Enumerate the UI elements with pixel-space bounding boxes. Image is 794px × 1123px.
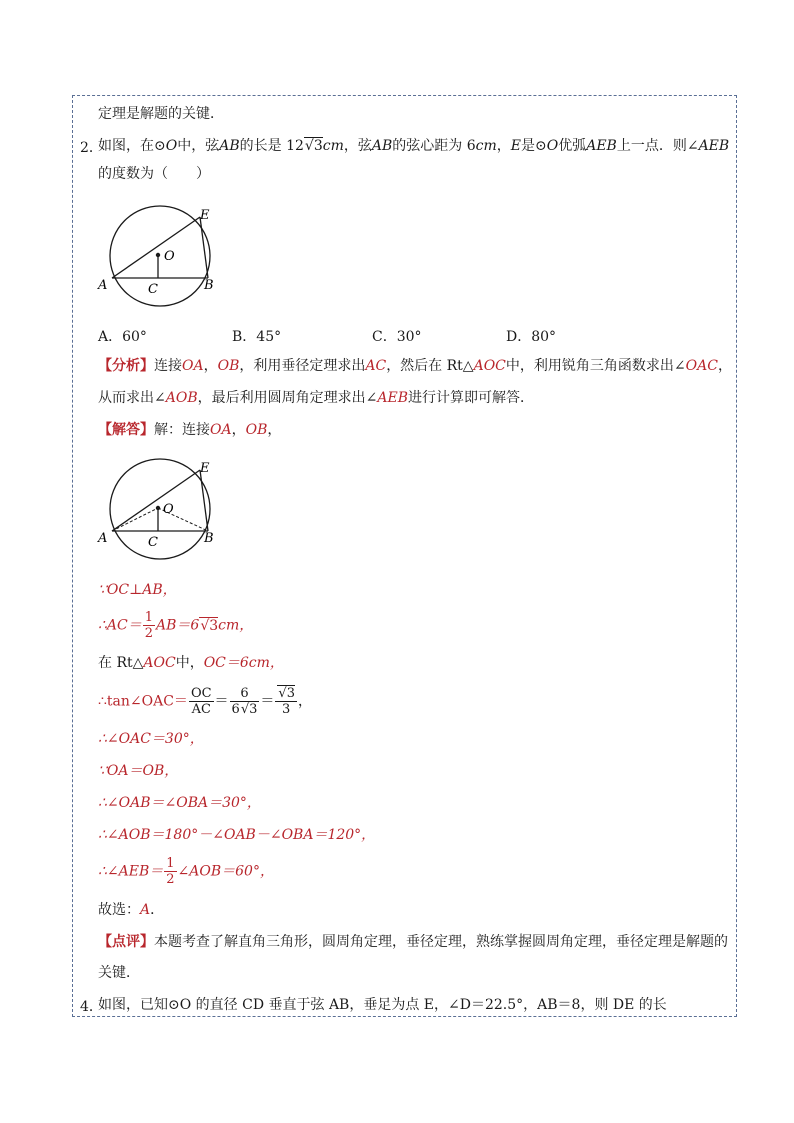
label2-E: E <box>200 461 210 476</box>
sqrt-symbol: √3 <box>304 138 323 154</box>
label-B: B <box>204 278 214 293</box>
fraction-half: $\frac{1}{2}$ <box>144 610 154 641</box>
fraction-oc-ac: $\frac{OC}{AC}$ <box>190 686 212 717</box>
q2-stem-line2: 的度数为（ ） <box>98 166 210 182</box>
fraction-6-over-6sqrt3: $\frac{6}{6√3}$ <box>231 686 258 717</box>
q2-number: 2． <box>80 140 103 156</box>
sqrt-symbol: √3 <box>200 617 219 634</box>
step-5: ∴∠OAC＝30°， <box>98 731 204 747</box>
option-a[interactable]: A．60° <box>98 329 147 345</box>
analysis-line2: 从而求出∠AOB，最后利用圆周角定理求出∠AEB进行计算即可解答． <box>98 390 534 406</box>
fraction-half-2: $\frac{1}{2}$ <box>166 856 175 887</box>
solution-tag: 【解答】 <box>98 422 154 438</box>
comment-line2: 关键． <box>98 965 140 981</box>
analysis-tag: 【分析】 <box>98 358 154 374</box>
step-1: ∵OC⊥AB， <box>98 582 177 598</box>
step-2: ∴AC＝ $\frac{1}{2}$ AB＝6√3cm， <box>98 610 254 641</box>
option-b[interactable]: B．45° <box>232 329 282 345</box>
choose-line: 故选：A． <box>98 902 165 918</box>
comment-line1: 【点评】本题考查了解直角三角形，圆周角定理，垂径定理，熟练掌握圆周角定理，垂径定理是解题的 <box>98 934 728 950</box>
step-6: ∵OA＝OB， <box>98 763 179 779</box>
q2-stem-line1: 如图，在⊙O中，弦AB的长是 12√3cm，弦AB的弦心距为 6cm，E是⊙O优弧AEB上一点．则∠AEB <box>98 138 730 154</box>
q2-figure-1 <box>95 205 225 320</box>
label-A: A <box>98 278 108 293</box>
top-line: 定理是解题的关键． <box>98 106 224 122</box>
step-7: ∴∠OAB＝∠OBA＝30°， <box>98 795 261 811</box>
step-9: ∴∠AEB＝ $\frac{1}{2}$ ∠AOB＝60°， <box>98 856 274 887</box>
label2-O: O <box>163 502 174 517</box>
label-E: E <box>200 208 210 223</box>
option-d[interactable]: D．80° <box>506 329 557 345</box>
solution-intro: 【解答】解：连接OA，OB， <box>98 422 282 438</box>
analysis-line1: 【分析】连接OA，OB，利用垂径定理求出AC，然后在 Rt△AOC中，利用锐角三角函数求出∠OAC， <box>98 358 732 374</box>
label-O: O <box>164 249 175 264</box>
step-4: ∴tan∠OAC＝ $\frac{OC}{AC}$ ＝ $\frac{6}{6√3}$ ＝ $\frac{√3}{3}$ ， <box>98 686 312 717</box>
label2-B: B <box>204 531 214 546</box>
comment-tag: 【点评】 <box>98 934 154 950</box>
fraction-sqrt3-over-3: $\frac{√3}{3}$ <box>275 686 297 717</box>
label-C: C <box>148 282 158 297</box>
q4-text: 如图，已知⊙O 的直径 CD 垂直于弦 AB，垂足为点 E，∠D＝22.5°，AB＝8，则 DE 的长 <box>98 997 667 1013</box>
label2-A: A <box>98 531 108 546</box>
label2-C: C <box>148 535 158 550</box>
step-8: ∴∠AOB＝180°－∠OAB－∠OBA＝120°， <box>98 827 376 843</box>
option-c[interactable]: C．30° <box>372 329 422 345</box>
q2-figure-2 <box>95 458 225 573</box>
q4-number: 4． <box>80 999 103 1015</box>
step-3: 在 Rt△AOC中，OC＝6cm， <box>98 655 284 671</box>
